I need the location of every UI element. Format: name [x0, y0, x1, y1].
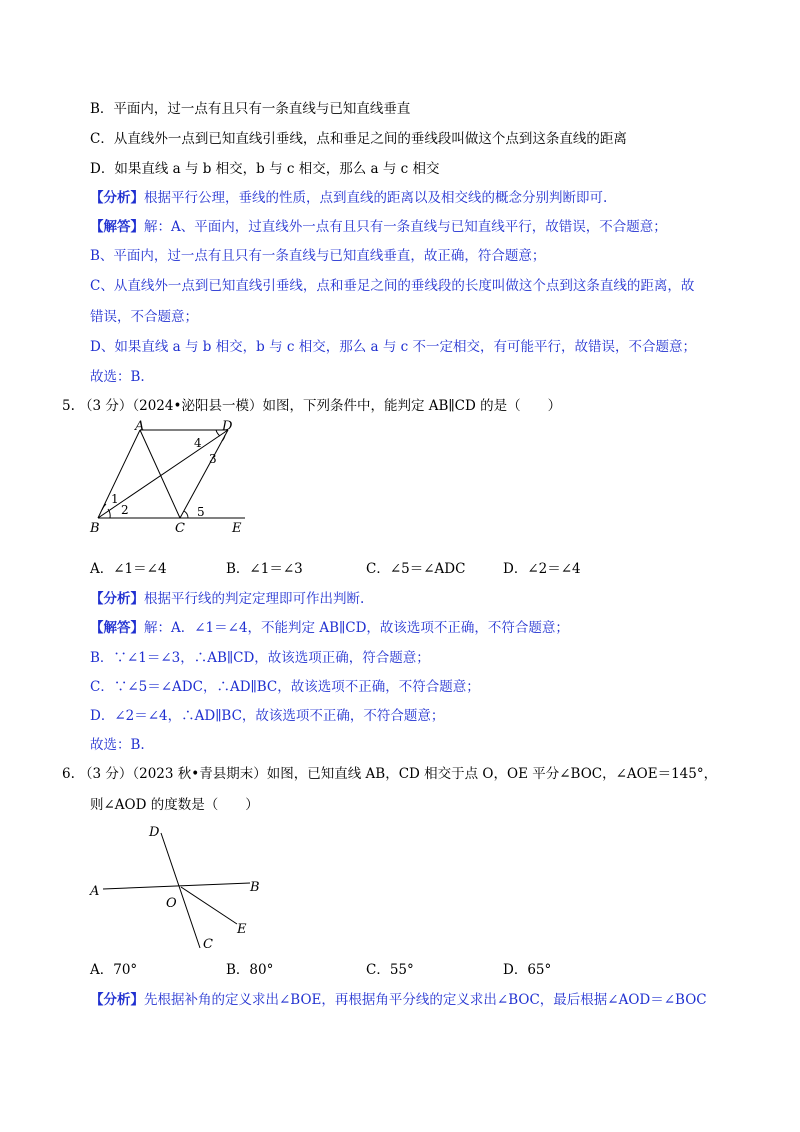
label-b: B: [90, 521, 100, 536]
answer-text: 解：A．∠1＝∠4，不能判定 AB∥CD，故该选项不正确，不符合题意；: [144, 620, 569, 636]
q4-choose: 故选：B.: [90, 369, 145, 385]
label-o: O: [166, 896, 177, 911]
q6-option-d: D．65°: [503, 962, 552, 978]
analysis-text: 根据平行公理，垂线的性质，点到直线的距离以及相交线的概念分别判断即可.: [144, 190, 608, 206]
q6-stem-line-1: （3 分）（2023 秋•青县期末）如图，已知直线 AB，CD 相交于点 O，OE 平分∠BOC，∠AOE＝145°，: [79, 766, 718, 782]
q6-analysis: [90, 990, 707, 1010]
analysis-text: 先根据补角的定义求出∠BOE，再根据角平分线的定义求出∠BOC，最后根据∠AOD＝∠BOC: [144, 992, 707, 1008]
line-dc: [161, 833, 200, 948]
analysis-text: 根据平行线的判定定理即可作出判断.: [144, 591, 365, 607]
q6-stem-line-2: 则∠AOD 的度数是（ ）: [90, 797, 259, 813]
label-e: E: [237, 922, 247, 937]
q5-analysis: [90, 589, 364, 609]
q6-option-b: B．80°: [226, 962, 274, 978]
q5-number: 5.: [62, 398, 75, 414]
label-a: A: [135, 419, 145, 434]
q4-analysis: [90, 188, 607, 208]
label-e: E: [232, 521, 242, 536]
line-oe: [181, 887, 237, 924]
angle-4-arc: [216, 430, 220, 436]
q5-option-a: A．∠1＝∠4: [90, 561, 167, 577]
q5-option-b: B．∠1＝∠3: [226, 561, 303, 577]
answer-text: 解：A、平面内，过直线外一点有且只有一条直线与已知直线平行，故错误，不合题意；: [144, 219, 667, 235]
angle-3-arc: [222, 435, 225, 441]
label-a: A: [90, 884, 100, 899]
q4-option-b: B．平面内，过一点有且只有一条直线与已知直线垂直: [90, 101, 411, 117]
q4-answer-line-2: B、平面内，过一点有且只有一条直线与已知直线垂直，故正确，符合题意；: [90, 248, 546, 264]
q5-option-d: D．∠2＝∠4: [503, 561, 581, 577]
line-ab: [103, 883, 250, 889]
q4-answer: [90, 217, 667, 237]
q5-answer: [90, 618, 569, 638]
q6-option-c: C．55°: [366, 962, 414, 978]
q6-number: 6.: [62, 766, 75, 782]
q5-answer-line-2: B．∵∠1＝∠3，∴AB∥CD，故该选项正确，符合题意；: [90, 650, 430, 666]
label-c: C: [175, 521, 185, 536]
q6-figure: [85, 820, 275, 955]
label-d: D: [222, 419, 233, 434]
analysis-tag: 【分析】: [90, 591, 144, 607]
q6-option-a: A．70°: [90, 962, 138, 978]
q4-option-c: C．从直线外一点到已知直线引垂线，点和垂足之间的垂线段叫做这个点到这条直线的距离: [90, 131, 627, 147]
angle-label-3: 3: [209, 452, 217, 466]
angle-label-5: 5: [197, 505, 205, 519]
angle-label-1: 1: [111, 492, 119, 506]
label-b: B: [250, 880, 260, 895]
answer-tag: 【解答】: [90, 219, 144, 235]
q5-option-c: C．∠5＝∠ADC: [366, 561, 466, 577]
answer-tag: 【解答】: [90, 620, 144, 636]
q5-answer-line-4: D．∠2＝∠4，∴AD∥BC，故该选项不正确，不符合题意；: [90, 708, 445, 724]
q5-choose: 故选：B.: [90, 737, 145, 753]
line-ac: [140, 430, 180, 518]
q4-option-d: D．如果直线 a 与 b 相交，b 与 c 相交，那么 a 与 c 相交: [90, 161, 440, 177]
q5-answer-line-3: C．∵∠5＝∠ADC，∴AD∥BC，故该选项不正确，不符合题意；: [90, 679, 480, 695]
q4-answer-line-5: D、如果直线 a 与 b 相交，b 与 c 相交，那么 a 与 c 不一定相交，有可能平行，故错误，不合题意；: [90, 339, 697, 355]
angle-5-arc: [184, 511, 188, 518]
analysis-tag: 【分析】: [90, 992, 144, 1008]
q4-answer-line-3: C、从直线外一点到已知直线引垂线，点和垂足之间的垂线段的长度叫做这个点到这条直线的距离，故: [90, 278, 695, 294]
q5-stem: （3 分）（2024•泌阳县一模）如图，下列条件中，能判定 AB∥CD 的是（ ）: [79, 398, 562, 414]
q4-answer-line-4: 错误，不合题意；: [90, 309, 198, 325]
angle-label-2: 2: [121, 503, 129, 517]
label-c: C: [203, 937, 213, 952]
angle-label-4: 4: [194, 436, 202, 450]
line-ab: [98, 430, 140, 518]
q5-figure: [80, 418, 260, 540]
analysis-tag: 【分析】: [90, 190, 144, 206]
label-d: D: [149, 825, 160, 840]
